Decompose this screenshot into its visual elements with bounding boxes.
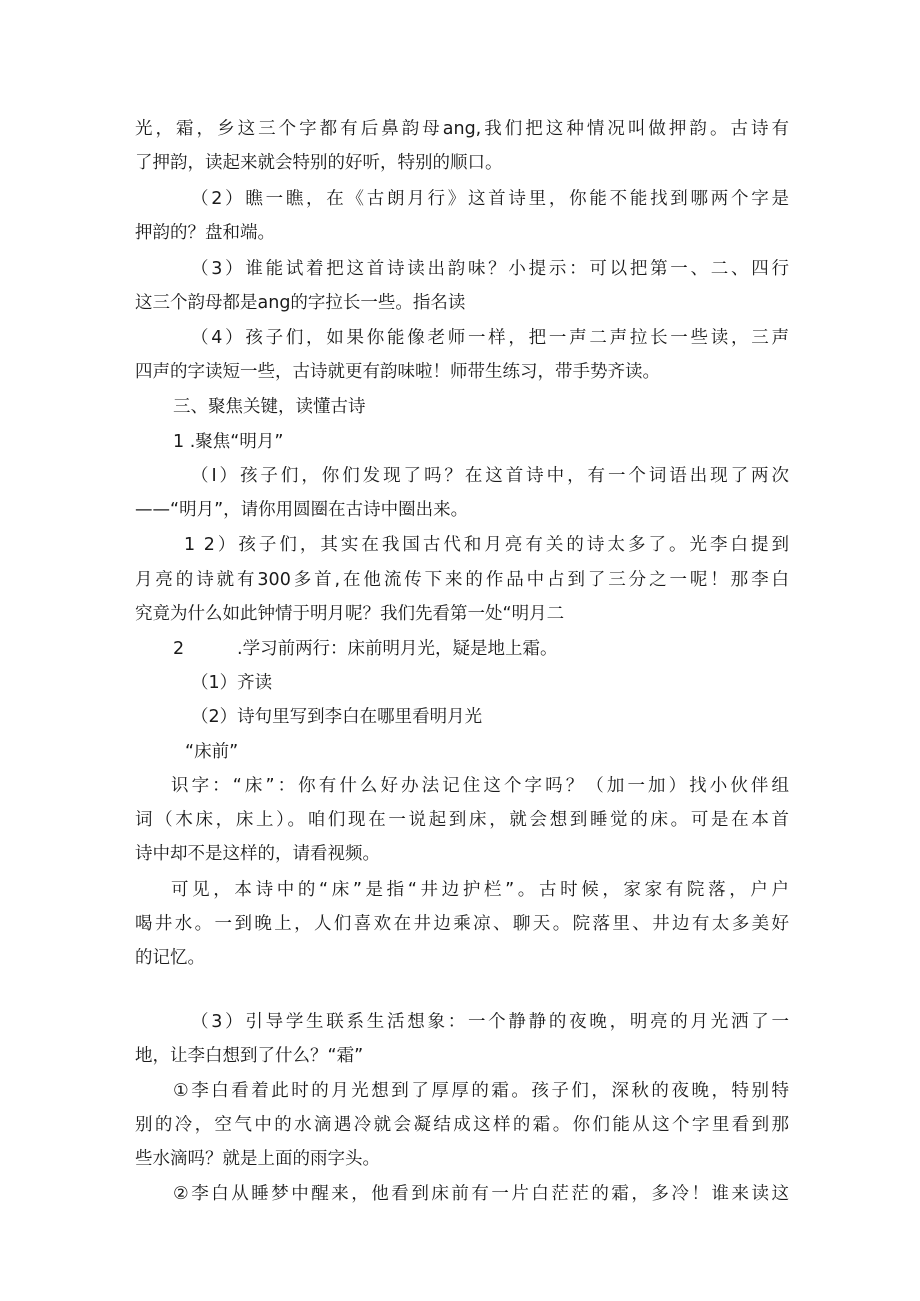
paragraph-line: ①李白看着此时的月光想到了厚厚的霜。孩子们，深秋的夜晚，特别特 — [173, 1081, 789, 1101]
paragraph-line: （3）谁能试着把这首诗读出韵味？小提示：可以把第一、二、四行 — [191, 259, 789, 279]
paragraph-line: ②李白从睡梦中醒来，他看到床前有一片白茫茫的霜，多冷！谁来读这 — [173, 1184, 789, 1204]
paragraph-line: 了押韵，读起来就会特别的好听，特别的顺口。 — [135, 153, 503, 173]
paragraph-line: 1 2）孩子们，其实在我国古代和月亮有关的诗太多了。光李白提到 — [184, 535, 789, 555]
paragraph-line: 别的冷，空气中的水滴遇冷就会凝结成这样的霜。你们能从这个字里看到那 — [135, 1115, 789, 1135]
paragraph-line: 的记忆。 — [135, 948, 205, 968]
subsection-heading: .学习前两行：床前明月光，疑是地上霜。 — [237, 639, 558, 659]
paragraph-line: 地，让李白想到了什么？“霜” — [135, 1046, 364, 1066]
paragraph-line: （4）孩子们，如果你能像老师一样，把一声二声拉长一些读，三声 — [191, 328, 789, 348]
paragraph-line: 押韵的？盘和端。 — [135, 223, 275, 243]
paragraph-line: 些水滴吗？就是上面的雨字头。 — [135, 1149, 380, 1169]
paragraph-line: （I）孩子们，你们发现了吗？在这首诗中，有一个词语出现了两次 — [191, 466, 789, 486]
paragraph-line: 诗中却不是这样的，请看视频。 — [135, 844, 380, 864]
paragraph-line: （2）瞧一瞧，在《古朗月行》这首诗里，你能不能找到哪两个字是 — [191, 189, 789, 209]
paragraph-line: 识字：“床”：你有什么好办法记住这个字吗？（加一加）找小伙伴组 — [171, 776, 789, 796]
paragraph-line: 四声的字读短一些，古诗就更有韵味啦！师带生练习，带手势齐读。 — [135, 362, 660, 382]
paragraph-line: “床前” — [185, 742, 239, 762]
subsection-heading: 1 .聚焦“明月” — [173, 432, 284, 452]
paragraph-line: 究竟为什么如此钟情于明月呢？我们先看第一处“明月二 — [135, 604, 565, 624]
paragraph-line: 喝井水。一到晚上，人们喜欢在井边乘凉、聊天。院落里、井边有太多美好 — [135, 914, 789, 934]
paragraph-line: 词（木床，床上）。咱们现在一说起到床，就会想到睡觉的床。可是在本首 — [135, 810, 789, 830]
paragraph-line: 光，霜，乡这三个字都有后鼻韵母ang,我们把这种情况叫做押韵。古诗有 — [135, 119, 789, 139]
paragraph-line: （3）引导学生联系生活想象：一个静静的夜晚，明亮的月光洒了一 — [191, 1012, 789, 1032]
paragraph-line: ——“明月”，请你用圆圈在古诗中圈出来。 — [135, 500, 469, 520]
paragraph-line: 可见，本诗中的“床”是指“井边护栏”。古时候，家家有院落，户户 — [171, 880, 789, 900]
paragraph-line: （1）齐读 — [191, 673, 273, 693]
section-heading: 三、聚焦关键，读懂古诗 — [173, 397, 366, 417]
paragraph-line: 这三个韵母都是ang的字拉长一些。指名读 — [135, 293, 466, 313]
paragraph-line: （2）诗句里写到李白在哪里看明月光 — [191, 707, 483, 727]
paragraph-line: 月亮的诗就有300多首,在他流传下来的作品中占到了三分之一呢！那李白 — [135, 570, 789, 590]
list-number: 2 — [173, 639, 185, 659]
